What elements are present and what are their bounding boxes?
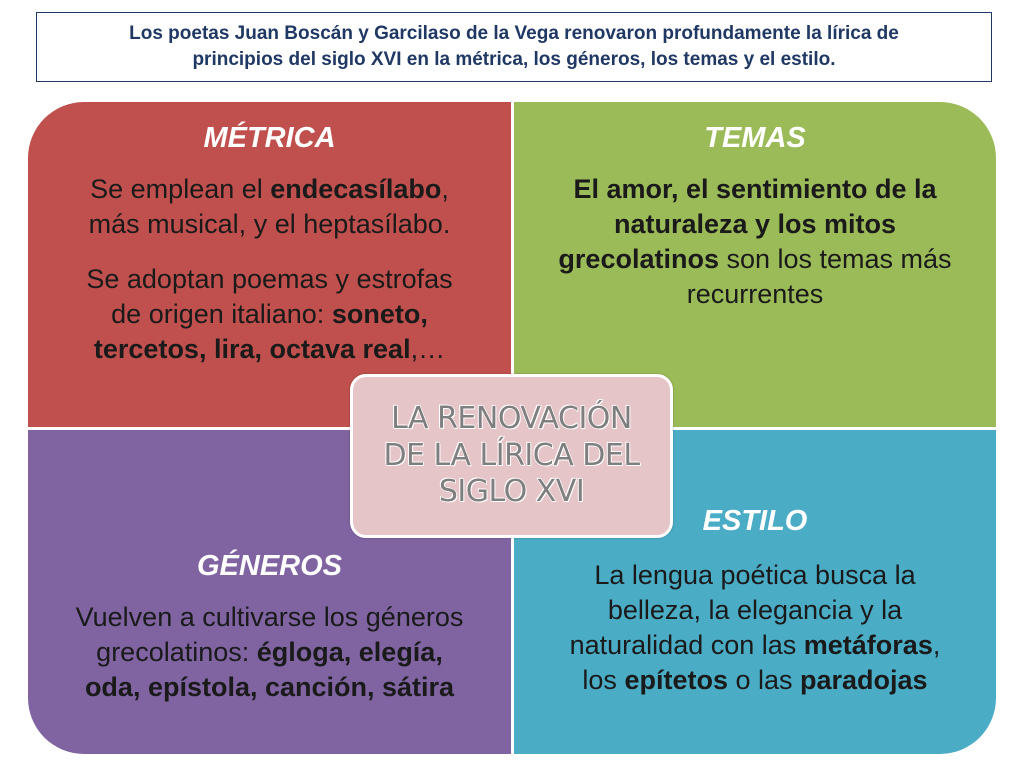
center-title: LA RENOVACIÓN DE LA LÍRICA DEL SIGLO XVI xyxy=(383,401,640,510)
intro-text-box xyxy=(36,12,992,82)
intro-line-2: principios del siglo XVI en la métrica, los géneros, los temas y el estilo. xyxy=(192,49,836,70)
metrica-paragraph-2: Se adoptan poemas y estrofas de origen italiano: soneto, tercetos, lira, octava real,… xyxy=(86,264,453,365)
generos-title: GÉNEROS xyxy=(196,550,343,582)
estilo-text: La lengua poética busca la belleza, la elegancia y la naturalidad con las metáforas, los epítetos o las paradojas xyxy=(569,560,941,696)
intro-line-1: Los poetas Juan Boscán y Garcilaso de la Vega renovaron profundamente la lírica de xyxy=(129,23,899,45)
metrica-paragraph-1: Se emplean el endecasílabo, más musical, y el heptasílabo. xyxy=(88,174,451,240)
center-title-box xyxy=(350,374,673,538)
temas-text: El amor, el sentimiento de la naturaleza y los mitos grecolatinos son los temas más recurrentes xyxy=(558,174,952,310)
temas-title: TEMAS xyxy=(704,122,806,154)
estilo-title: ESTILO xyxy=(702,505,808,537)
generos-text: Vuelven a cultivarse los géneros grecolatinos: égloga, elegía, oda, epístola, canción, sátira xyxy=(75,602,464,703)
metrica-title: MÉTRICA xyxy=(203,122,336,154)
